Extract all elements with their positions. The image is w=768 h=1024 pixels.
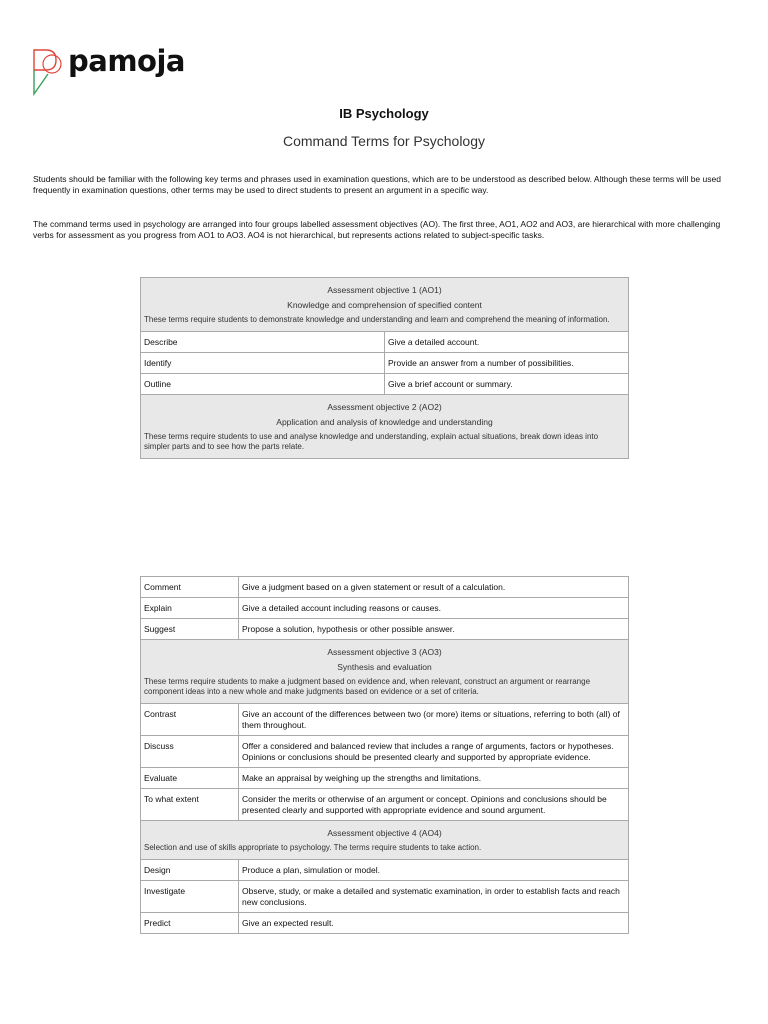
definition-cell: Give a detailed account.: [385, 332, 629, 353]
definition-cell: Provide an answer from a number of possibilities.: [385, 353, 629, 374]
term-cell: Suggest: [141, 619, 239, 640]
term-cell: Outline: [141, 374, 385, 395]
term-cell: Identify: [141, 353, 385, 374]
group-title: Assessment objective 1 (AO1): [327, 285, 442, 295]
term-cell: Contrast: [141, 704, 239, 736]
group-header-ao1: [141, 278, 629, 332]
term-cell: Comment: [141, 577, 239, 598]
group-subtitle: Knowledge and comprehension of specified content: [287, 300, 482, 310]
definition-cell: Give a brief account or summary.: [385, 374, 629, 395]
table-row: [141, 353, 629, 374]
intro-paragraph-1: Students should be familiar with the following key terms and phrases used in examination questions, which are to be understood as described below. Although these terms will be used frequently in examination questions, other terms may be used to direct students to present an argument in a specific way.: [33, 174, 721, 195]
group-title: Assessment objective 3 (AO3): [327, 647, 442, 657]
table-row: [141, 704, 629, 736]
group-description: These terms require students to make a judgment based on evidence and, when relevant, construct an argument or rearrange component ideas into a new whole and make judgments based on evidence or a set of criteria.: [144, 677, 591, 696]
definition-cell: Make an appraisal by weighing up the strengths and limitations.: [239, 768, 629, 789]
table-row: [141, 619, 629, 640]
brand-name: pamoja: [68, 44, 185, 78]
table-row: [141, 598, 629, 619]
group-subtitle: Application and analysis of knowledge and understanding: [276, 417, 493, 427]
page-title: IB Psychology: [339, 106, 429, 121]
group-description: These terms require students to demonstrate knowledge and understanding and learn and comprehend the meaning of information.: [144, 315, 610, 324]
table-row: [141, 736, 629, 768]
table-row: [141, 860, 629, 881]
group-header-ao4: [141, 821, 629, 860]
group-title: Assessment objective 2 (AO2): [327, 402, 442, 412]
term-cell: Evaluate: [141, 768, 239, 789]
command-terms-table-2: [140, 576, 629, 934]
command-terms-table-1: [140, 277, 629, 459]
table-row: [141, 881, 629, 913]
pamoja-logo-icon: [32, 46, 68, 96]
term-cell: Predict: [141, 913, 239, 934]
term-cell: To what extent: [141, 789, 239, 821]
term-cell: Investigate: [141, 881, 239, 913]
term-cell: Explain: [141, 598, 239, 619]
table-row: [141, 332, 629, 353]
group-description: These terms require students to use and analyse knowledge and understanding, explain actual situations, break down ideas into simpler parts and to see how the parts relate.: [144, 432, 599, 451]
term-cell: Design: [141, 860, 239, 881]
group-subtitle: Synthesis and evaluation: [337, 662, 432, 672]
table-row: [141, 913, 629, 934]
definition-cell: Give an account of the differences between two (or more) items or situations, referring to both (all) of them throughout.: [239, 704, 629, 736]
pamoja-logo: [32, 44, 192, 96]
term-cell: Describe: [141, 332, 385, 353]
table-row: [141, 768, 629, 789]
definition-cell: Produce a plan, simulation or model.: [239, 860, 629, 881]
term-cell: Discuss: [141, 736, 239, 768]
intro-paragraph-2: The command terms used in psychology are arranged into four groups labelled assessment objectives (AO). The first three, AO1, AO2 and AO3, are hierarchical with more challenging verbs for assessment as you progress from AO1 to AO3. AO4 is not hierarchical, but represents actions related to subject-specific tasks.: [33, 219, 721, 240]
table-row: [141, 789, 629, 821]
definition-cell: Give a detailed account including reasons or causes.: [239, 598, 629, 619]
page-subtitle: Command Terms for Psychology: [282, 133, 486, 149]
table-row: [141, 374, 629, 395]
definition-cell: Observe, study, or make a detailed and systematic examination, in order to establish facts and reach new conclusions.: [239, 881, 629, 913]
definition-cell: Consider the merits or otherwise of an argument or concept. Opinions and conclusions should be presented clearly and supported with appropriate evidence and sound argument.: [239, 789, 629, 821]
group-header-ao3: [141, 640, 629, 704]
definition-cell: Offer a considered and balanced review that includes a range of arguments, factors or hypotheses. Opinions or conclusions should be presented clearly and supported by appropriate evidence.: [239, 736, 629, 768]
definition-cell: Give a judgment based on a given statement or result of a calculation.: [239, 577, 629, 598]
group-title: Assessment objective 4 (AO4): [327, 828, 442, 838]
group-description: Selection and use of skills appropriate to psychology. The terms require students to take action.: [144, 843, 482, 852]
table-row: [141, 577, 629, 598]
group-header-ao2: [141, 395, 629, 459]
definition-cell: Propose a solution, hypothesis or other possible answer.: [239, 619, 629, 640]
definition-cell: Give an expected result.: [239, 913, 629, 934]
